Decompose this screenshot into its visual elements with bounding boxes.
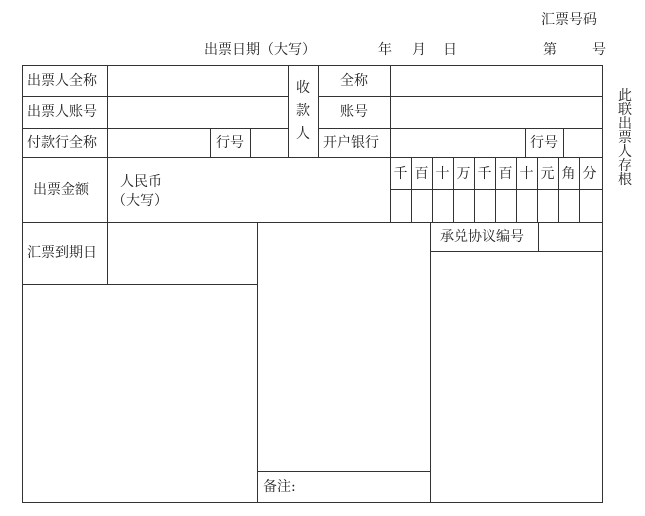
amount-digits-field[interactable] bbox=[391, 190, 602, 222]
payee-bank-field[interactable] bbox=[391, 129, 525, 157]
remarks-label: 备注: bbox=[263, 479, 296, 495]
paying-bank-code-field[interactable] bbox=[251, 129, 288, 157]
currency-note: （大写） bbox=[112, 193, 168, 209]
digit-header: 分 bbox=[582, 166, 597, 182]
drawer-account-field[interactable] bbox=[108, 97, 288, 128]
digit-header: 千 bbox=[477, 166, 492, 182]
digit-header: 千 bbox=[393, 166, 408, 182]
payee-group-label: 收 款 人 bbox=[296, 80, 310, 142]
currency-label: 人民币 bbox=[120, 174, 162, 190]
digit-header: 元 bbox=[540, 166, 555, 182]
remarks-field[interactable] bbox=[300, 472, 430, 502]
payee-bank-label: 开户银行 bbox=[323, 135, 379, 151]
left-blank-area bbox=[23, 285, 257, 502]
drawer-name-label: 出票人全称 bbox=[27, 73, 97, 89]
payee-name-label: 全称 bbox=[340, 73, 368, 89]
paying-bank-label: 付款行全称 bbox=[27, 135, 97, 151]
digit-header: 十 bbox=[519, 166, 534, 182]
agreement-number-field[interactable] bbox=[539, 223, 602, 251]
stub-side-note: 此 联 出 票 人 存 根 bbox=[618, 88, 632, 188]
middle-blank-area bbox=[258, 223, 430, 471]
serial-suffix: 号 bbox=[592, 42, 606, 58]
digit-header: 十 bbox=[435, 166, 450, 182]
digit-header: 角 bbox=[561, 166, 576, 182]
digit-header: 万 bbox=[456, 166, 471, 182]
drawer-account-label: 出票人账号 bbox=[27, 104, 97, 120]
serial-prefix: 第 bbox=[543, 42, 557, 58]
year-label: 年 bbox=[378, 42, 392, 58]
paying-bank-code-label: 行号 bbox=[216, 135, 244, 151]
maturity-date-field[interactable] bbox=[108, 223, 257, 284]
amount-label: 出票金额 bbox=[33, 182, 89, 198]
issue-date-field[interactable] bbox=[320, 40, 375, 60]
digit-header: 百 bbox=[414, 166, 429, 182]
month-label: 月 bbox=[412, 42, 426, 58]
digit-header: 百 bbox=[498, 166, 513, 182]
drawer-name-field[interactable] bbox=[108, 66, 288, 96]
maturity-date-label: 汇票到期日 bbox=[27, 245, 97, 261]
payee-bank-code-label: 行号 bbox=[530, 135, 558, 151]
payee-account-field[interactable] bbox=[391, 97, 602, 128]
payee-name-field[interactable] bbox=[391, 66, 602, 96]
paying-bank-field[interactable] bbox=[108, 129, 210, 157]
agreement-number-label: 承兑协议编号 bbox=[440, 229, 524, 245]
payee-bank-code-field[interactable] bbox=[564, 129, 602, 157]
issue-date-label: 出票日期（大写） bbox=[204, 42, 316, 58]
right-blank-area bbox=[431, 252, 602, 502]
serial-number-field[interactable] bbox=[560, 40, 590, 60]
day-label: 日 bbox=[443, 42, 457, 58]
payee-account-label: 账号 bbox=[340, 104, 368, 120]
draft-number-label: 汇票号码 bbox=[541, 12, 597, 28]
amount-words-field[interactable] bbox=[170, 160, 385, 220]
